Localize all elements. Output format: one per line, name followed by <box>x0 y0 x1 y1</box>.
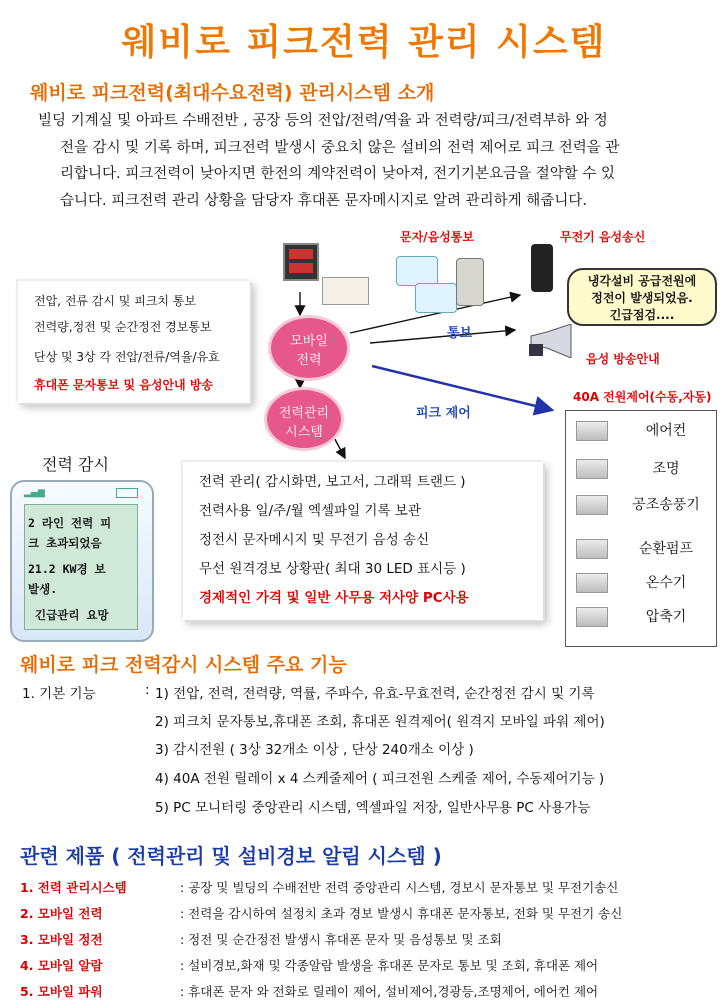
radio-voice-label: 무전기 음성송신 <box>560 230 646 244</box>
mid-item: 정전시 문자메시지 및 무전기 음성 송신 <box>199 532 430 548</box>
relay-icon <box>576 421 608 441</box>
product-row <box>20 878 720 904</box>
intro-text <box>30 108 700 214</box>
sms-card-icon <box>396 256 438 286</box>
relay-icon <box>576 495 608 515</box>
feature-item: 1) 전압, 전력, 전력량, 역률, 주파수, 유효-무효전력, 순간정전 감시 및 기록 <box>155 686 595 702</box>
relay-icon <box>576 459 608 479</box>
product-desc: : 정전 및 순간정전 발생시 휴대폰 문자 및 음성통보 및 조회 <box>180 932 502 947</box>
mobile-phone-icon <box>456 258 484 306</box>
features-colon: : <box>145 682 150 698</box>
intro-heading: 웨비로 피크전력(최대수요전력) 관리시스템 소개 <box>30 82 435 104</box>
control-item <box>566 533 716 565</box>
control-item <box>566 601 716 633</box>
node-label: 전력관리 <box>278 406 330 421</box>
control-item <box>566 453 716 485</box>
megaphone-icon <box>527 324 577 358</box>
node-label: 모바일 <box>290 334 328 349</box>
bubble-line: 냉각설비 공급전원에 <box>587 274 697 288</box>
phone-screen <box>24 504 138 630</box>
mid-item: 전력 관리( 감시화면, 보고서, 그래픽 트랜드 ) <box>199 474 466 490</box>
features-heading: 웨비로 피크 전력감시 시스템 주요 기능 <box>20 654 347 676</box>
mobile-power-node <box>268 315 350 381</box>
relay-icon <box>576 607 608 627</box>
control-label: 온수기 <box>645 575 687 591</box>
product-desc: : 공장 및 빌딩의 수배전반 전력 중앙관리 시스템, 경보시 문자통보 및 무전기송신 <box>180 880 619 895</box>
product-desc: : 휴대폰 문자 와 전화로 릴레이 제어, 설비제어,경광등,조명제어, 에어컨 제어 <box>180 984 599 999</box>
power-control-box <box>565 410 717 647</box>
power-meter-icon <box>283 243 319 281</box>
alert-bubble <box>567 268 717 326</box>
left-item: 단상 및 3상 각 전압/전류/역율/유효 <box>34 350 220 364</box>
control-item <box>566 415 716 447</box>
phone-line: 2 라인 전력 피 <box>28 516 112 530</box>
signal-icon: ▂▄▆ <box>24 488 45 498</box>
control-label: 공조송풍기 <box>632 497 700 513</box>
control-label: 순환펌프 <box>638 541 694 557</box>
product-row <box>20 930 720 956</box>
battery-icon <box>116 488 138 498</box>
speaker-label: 음성 방송안내 <box>586 352 660 366</box>
mid-feature-card <box>183 462 543 620</box>
product-name: 3. 모바일 정전 <box>20 932 103 947</box>
feature-item: 4) 40A 전원 릴레이 x 4 스케줄제어 ( 피크전원 스케줄 제어, 수동제어기능 ) <box>155 771 605 787</box>
intro-line: 리합니다. 피크전력이 낮아지면 한전의 계약전력이 낮아져, 전기기본요금을 절약할 수 있 <box>60 166 615 182</box>
node-label: 시스템 <box>285 425 323 440</box>
relay-icon <box>576 573 608 593</box>
phone-line: 긴급관리 요망 <box>35 608 109 622</box>
notify-label: 통보 <box>447 326 473 341</box>
monitor-title: 전력 감시 <box>42 455 109 474</box>
mid-item: 전력사용 일/주/월 엑셀파일 기록 보관 <box>199 503 421 519</box>
products-heading: 관련 제품 ( 전력관리 및 설비경보 알림 시스템 ) <box>20 844 442 868</box>
product-desc: : 전력을 감시하여 설정치 초과 경보 발생시 휴대폰 문자통보, 전화 및 무전기 송신 <box>180 906 623 921</box>
mid-item: 무선 원격경보 상황판( 최대 30 LED 표시등 ) <box>199 561 466 577</box>
sms-voice-label: 문자/음성통보 <box>400 230 474 244</box>
product-name: 4. 모바일 알람 <box>20 958 103 973</box>
product-row <box>20 904 720 930</box>
left-item: 전압, 전류 감시 및 피크치 통보 <box>34 294 196 308</box>
control-label: 압축기 <box>645 609 687 625</box>
feature-item: 2) 피크치 문자통보,휴대폰 조회, 휴대폰 원격제어( 원격지 모바일 파워 제어) <box>155 714 605 730</box>
page-title: 웨비로 피크전력 관리 시스템 <box>121 22 607 63</box>
feature-item: 3) 감시전원 ( 3상 32개소 이상 , 단상 240개소 이상 ) <box>155 742 474 758</box>
phone-line: 크 초과되었음 <box>28 536 102 550</box>
phone-display <box>10 480 154 642</box>
control-label: 에어컨 <box>645 423 687 439</box>
node-label: 전력 <box>296 353 322 368</box>
phone-line: 발생. <box>28 582 58 596</box>
product-name: 1. 전력 관리시스템 <box>20 880 127 895</box>
mid-item: 경제적인 가격 및 일반 사무용 저사양 PC사용 <box>199 590 469 606</box>
controller-device-icon <box>322 277 369 305</box>
product-name: 2. 모바일 전력 <box>20 906 103 921</box>
power-system-node <box>264 387 344 451</box>
left-item: 휴대폰 문자통보 및 음성안내 방송 <box>34 378 214 392</box>
intro-line: 빌딩 기계실 및 아파트 수배전반 , 공장 등의 전압/전력/역율 과 전력량/피크/전력부하 와 정 <box>38 113 608 129</box>
control-label: 조명 <box>652 461 680 477</box>
bubble-line: 긴급점검.... <box>609 308 675 322</box>
feature-item: 5) PC 모니터링 중앙관리 시스템, 엑셀파일 저장, 일반사무용 PC 사용가능 <box>155 800 591 816</box>
radio-transceiver-icon <box>531 244 553 292</box>
intro-line: 습니다. 피크전력 관리 상황을 담당자 휴대폰 문자메시지로 알려 관리하게 해줍니다. <box>60 192 587 209</box>
product-name: 5. 모바일 파워 <box>20 984 103 999</box>
peak-control-label: 피크 제어 <box>416 406 471 421</box>
relay-icon <box>576 539 608 559</box>
control-item <box>566 489 716 521</box>
features-label: 1. 기본 기능 <box>22 686 96 702</box>
phone-line: 21.2 KW경 보 <box>28 562 106 576</box>
product-desc: : 설비경보,화재 및 각종알람 발생을 휴대폰 문자로 통보 및 조회, 휴대폰 제어 <box>180 958 599 973</box>
product-row <box>20 956 720 982</box>
product-row <box>20 982 720 1008</box>
sms-card-icon <box>415 283 457 313</box>
left-feature-card <box>18 281 250 403</box>
bubble-line: 정전이 발생되었음. <box>591 291 693 305</box>
intro-line: 전을 감시 및 기록 하며, 피크전력 발생시 중요치 않은 설비의 전력 제어로 피크 전력을 관 <box>60 139 620 156</box>
control-title: 40A 전원제어(수동,자동) <box>573 390 712 404</box>
control-item <box>566 567 716 599</box>
left-item: 전력량,정전 및 순간정전 경보통보 <box>34 320 212 334</box>
